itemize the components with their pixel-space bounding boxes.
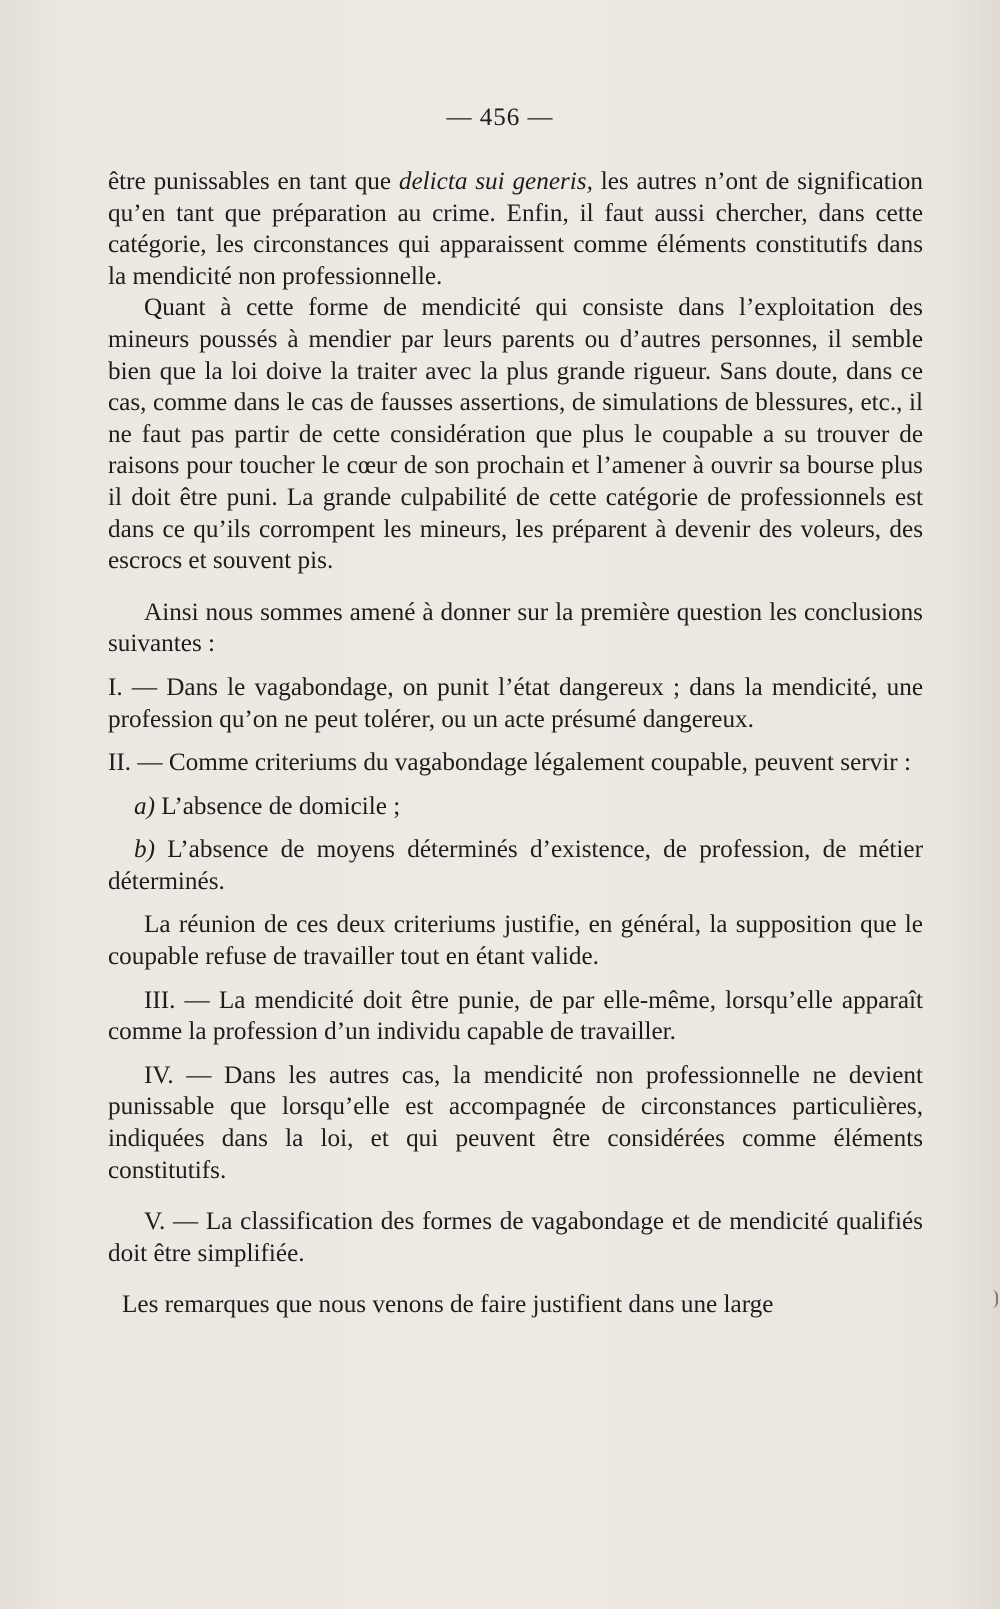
paragraph-text: être punissables en tant que (108, 168, 399, 195)
item-text: L’absence de moyens déterminés d’existence, de profession, de métier déterminés. (108, 836, 923, 895)
conclusion-v: V. — La classification des formes de vagabondage et de mendicité qualifiés doit être simplifiée. (108, 1208, 923, 1267)
paragraph-conclusions-intro: Ainsi nous sommes amené à donner sur la première question les conclusions suivantes : (108, 598, 923, 658)
paragraph-remarks: Les remarques que nous venons de faire justifient dans une large (122, 1291, 774, 1319)
page-number: — 456 — (446, 104, 554, 131)
paragraph-text: les autres n’ont de signification qu’en tant que préparation au crime. Enfin, il faut aussi chercher, dans cette catégorie, les circonstances qui apparaissent comme éléments constitutifs dans la mendicité non professionnelle. (108, 168, 923, 290)
item-text: L’absence de domicile ; (154, 792, 401, 820)
latin-term: delicta sui generis, (398, 168, 593, 195)
conclusion-iii: III. — La mendicité doit être punie, de par elle-même, lorsqu’elle apparaît comme la profession d’un individu capable de travailler. (108, 986, 923, 1046)
conclusion-ii-b (108, 834, 923, 897)
paragraph-continuation (108, 166, 923, 292)
item-letter: b) (134, 836, 155, 864)
conclusion-ii: II. — Comme criteriums du vagabondage légalement coupable, peuvent servir : (108, 749, 911, 777)
item-letter: a) (134, 792, 155, 820)
page-body (108, 166, 923, 1321)
conclusion-iv: IV. — Dans les autres cas, la mendicité non professionnelle ne devient punissable que lorsqu’elle est accompagnée de circonstances particulières, indiquées dans la loi, et qui peuvent être considérées comme éléments constitutifs. (108, 1061, 923, 1184)
conclusion-i: I. — Dans le vagabondage, on punit l’état dangereux ; dans la mendicité, une profession qu’on ne peut tolérer, ou un acte présumé dangereux. (108, 673, 923, 733)
paragraph-criteria-union: La réunion de ces deux criteriums justifie, en général, la supposition que le coupable refuse de travailler tout en étant valide. (108, 911, 923, 971)
paragraph-minors-exploitation: Quant à cette forme de mendicité qui consiste dans l’exploitation des mineurs poussés à mendier par leurs parents ou d’autres personnes, il semble bien que la loi doive la traiter avec la plus grande rigueur. Sans doute, dans ce cas, comme dans le cas de fausses assertions, de simulations de blessures, etc., il ne faut pas partir de cette considération que plus le coupable a su trouver de raisons pour toucher le cœur de son prochain et l’amener à ouvrir sa bourse plus il doit être puni. La grande culpabilité de cette catégorie de professionnels est dans ce qu’ils corrompent les mineurs, les préparent à devenir des voleurs, des escrocs et souvent pis. (108, 294, 923, 575)
conclusion-ii-a (108, 791, 923, 823)
page-edge-mark (992, 1290, 998, 1308)
